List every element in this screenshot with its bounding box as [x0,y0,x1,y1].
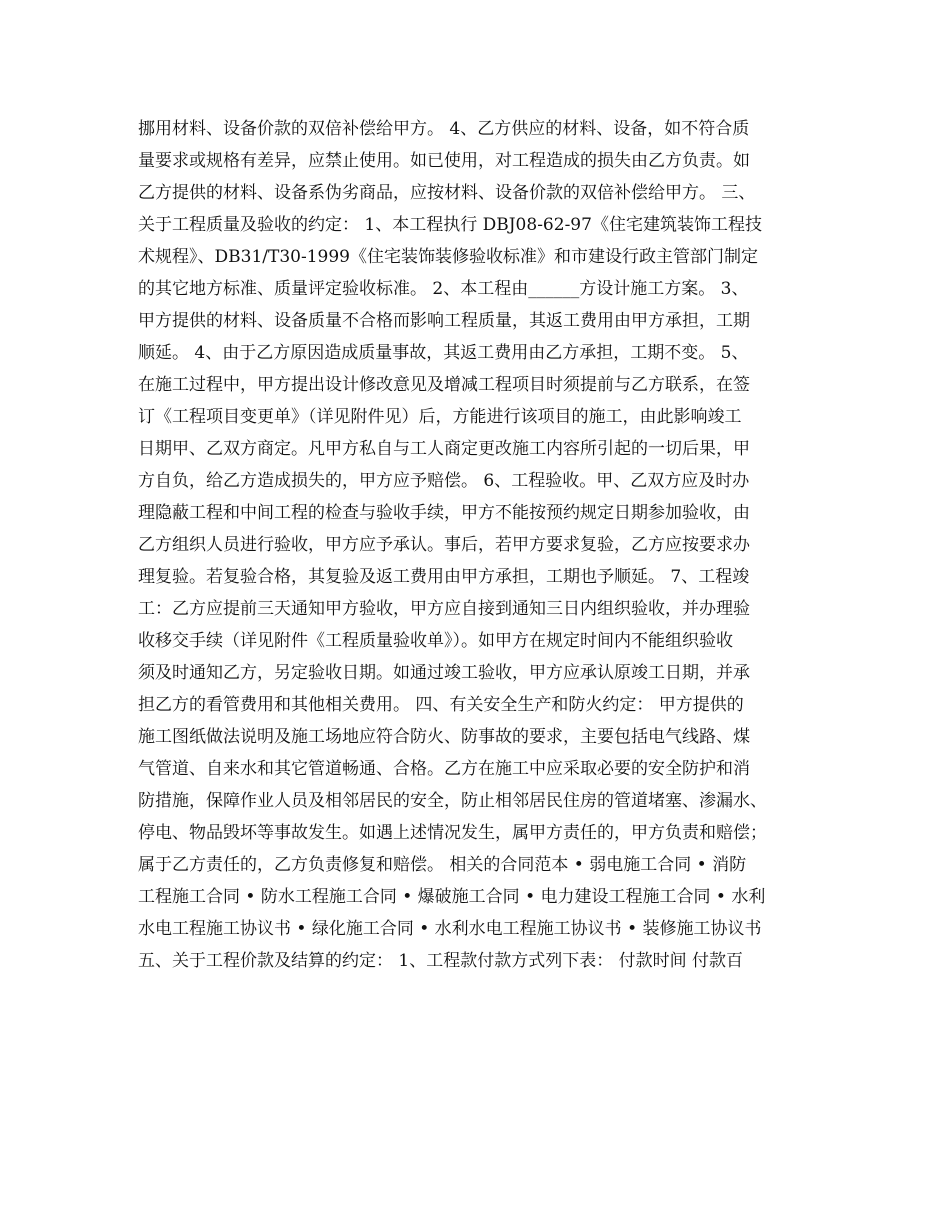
text-line: 收移交手续（详见附件《工程质量验收单》）。如甲方在规定时间内不能组织验收 [138,631,733,651]
text-line: 乙方组织人员进行验收，甲方应予承认。事后，若甲方要求复验，乙方应按要求办 [138,535,750,555]
text-line: 乙方提供的材料、设备系伪劣商品，应按材料、设备价款的双倍补偿给甲方。 三、 [138,183,756,203]
text-line: 工：乙方应提前三天通知甲方验收，甲方应自接到通知三日内组织验收，并办理验 [138,599,750,619]
text-line: 五、关于工程价款及结算的约定： 1、工程款付款方式列下表： 付款时间 付款百 [138,951,744,971]
text-line: 订《工程项目变更单》（详见附件见）后，方能进行该项目的施工，由此影响竣工 [138,407,742,427]
text-line: 量要求或规格有差异，应禁止使用。如已使用，对工程造成的损失由乙方负责。如 [138,151,750,171]
text-line: 工程施工合同 • 防水工程施工合同 • 爆破施工合同 • 电力建设工程施工合同 • 水利 [138,887,766,907]
text-line: 日期甲、乙双方商定。凡甲方私自与工人商定更改施工内容所引起的一切后果，甲 [138,439,750,459]
text-line: 术规程》、DB31/T30-1999《住宅装饰装修验收标准》和市建设行政主管部门制定 [138,247,758,267]
text-line: 须及时通知乙方，另定验收日期。如通过竣工验收，甲方应承认原竣工日期，并承 [138,663,750,683]
text-line: 停电、物品毁坏等事故发生。如遇上述情况发生，属甲方责任的，甲方负责和赔偿； [138,823,767,843]
text-line: 防措施，保障作业人员及相邻居民的安全，防止相邻居民住房的管道堵塞、渗漏水、 [138,791,767,811]
text-line: 属于乙方责任的，乙方负责修复和赔偿。 相关的合同范本 • 弱电施工合同 • 消防 [138,855,747,875]
contract-body-text [138,113,828,977]
text-line: 关于工程质量及验收的约定： 1、本工程执行 DBJ08-62-97《住宅建筑装饰工程技 [138,215,762,235]
text-line: 顺延。 4、由于乙方原因造成质量事故，其返工费用由乙方承担，工期不变。 5、 [138,343,749,363]
text-line: 气管道、自来水和其它管道畅通、合格。乙方在施工中应采取必要的安全防护和消 [138,759,750,779]
text-line: 理隐蔽工程和中间工程的检查与验收手续，甲方不能按预约规定日期参加验收，由 [138,503,750,523]
text-line: 理复验。若复验合格，其复验及返工费用由甲方承担，工期也予顺延。 7、工程竣 [138,567,750,587]
text-line: 担乙方的看管费用和其他相关费用。 四、有关安全生产和防火约定： 甲方提供的 [138,695,744,715]
text-line: 甲方提供的材料、设备质量不合格而影响工程质量，其返工费用由甲方承担，工期 [138,311,750,331]
text-line: 施工图纸做法说明及施工场地应符合防火、防事故的要求，主要包括电气线路、煤 [138,727,750,747]
text-line: 挪用材料、设备价款的双倍补偿给甲方。 4、乙方供应的材料、设备，如不符合质 [138,119,750,139]
text-line: 在施工过程中，甲方提出设计修改意见及增减工程项目时须提前与乙方联系，在签 [138,375,750,395]
text-line: 水电工程施工协议书 • 绿化施工合同 • 水利水电工程施工协议书 • 装修施工协议书 [138,919,762,939]
text-line: 的其它地方标准、质量评定验收标准。 2、本工程由______方设计施工方案。 3、 [138,279,749,299]
text-line: 方自负，给乙方造成损失的，甲方应予赔偿。 6、工程验收。甲、乙双方应及时办 [138,471,750,491]
